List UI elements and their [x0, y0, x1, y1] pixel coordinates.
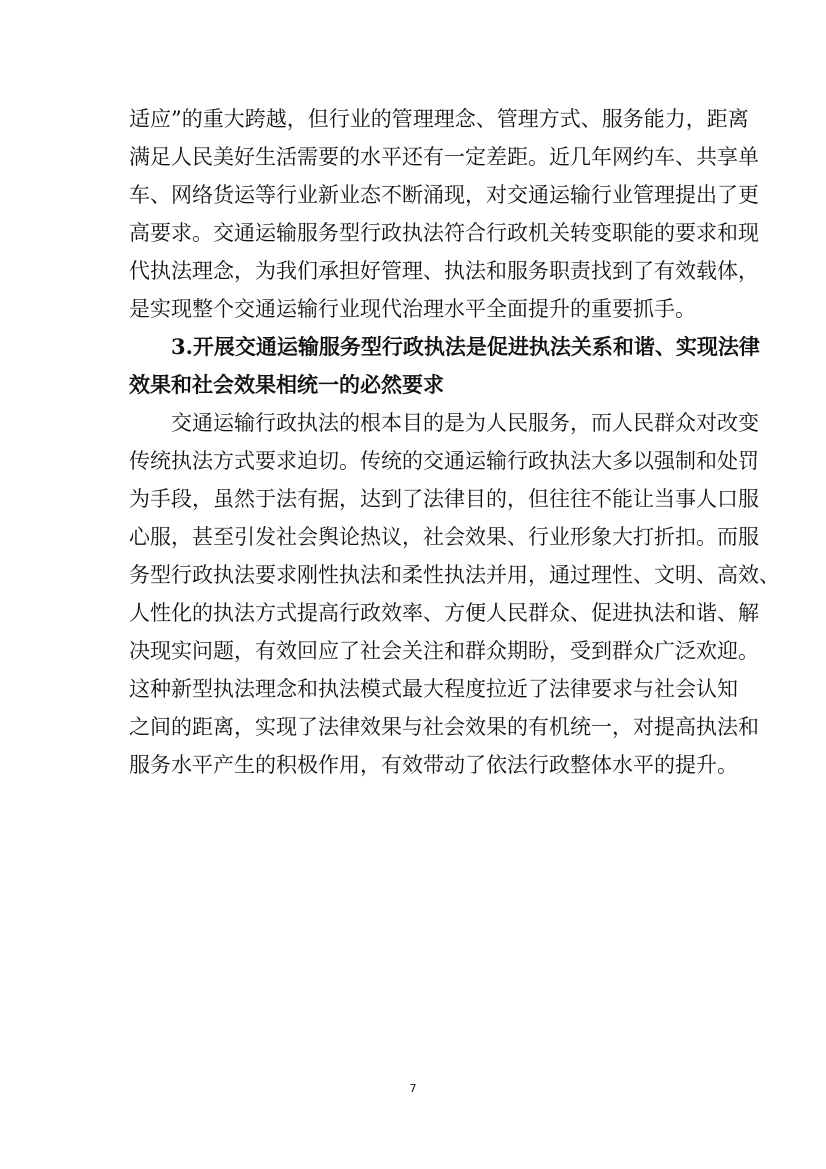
section-heading: 效果和社会效果相统一的必然要求 — [129, 372, 444, 397]
paragraph-line: 人性化的执法方式提高行政效率、方便人民群众、促进执法和谐、解 — [129, 601, 759, 625]
paragraph-line: 交通运输行政执法的根本目的是为人民服务，而人民群众对改变 — [171, 411, 759, 435]
paragraph-line: 为手段，虽然于法有据，达到了法律目的，但往往不能让当事人口服 — [129, 487, 759, 511]
paragraph-line: 决现实问题，有效回应了社会关注和群众期盼，受到群众广泛欢迎。 — [129, 639, 759, 663]
paragraph-line: 务型行政执法要求刚性执法和柔性执法并用，通过理性、文明、高效、 — [129, 563, 780, 587]
paragraph-line: 之间的距离，实现了法律效果与社会效果的有机统一，对提高执法和 — [129, 715, 759, 739]
paragraph-line: 是实现整个交通运输行业现代治理水平全面提升的重要抓手。 — [129, 297, 696, 321]
paragraph-line: 心服，甚至引发社会舆论热议，社会效果、行业形象大打折扣。而服 — [129, 525, 759, 549]
paragraph-line: 代执法理念，为我们承担好管理、执法和服务职责找到了有效载体， — [129, 259, 759, 283]
paragraph-line: 传统执法方式要求迫切。传统的交通运输行政执法大多以强制和处罚 — [129, 449, 759, 473]
paragraph-line: 高要求。交通运输服务型行政执法符合行政机关转变职能的要求和现 — [129, 221, 759, 245]
paragraph-line: 适应”的重大跨越，但行业的管理理念、管理方式、服务能力，距离 — [129, 107, 749, 131]
paragraph-line: 满足人民美好生活需要的水平还有一定差距。近几年网约车、共享单 — [129, 145, 759, 169]
section-heading: 3.开展交通运输服务型行政执法是促进执法关系和谐、实现法律 — [171, 334, 760, 359]
paragraph-line: 这种新型执法理念和执法模式最大程度拉近了法律要求与社会认知 — [129, 677, 738, 701]
page-number: 7 — [409, 1082, 417, 1095]
paragraph-line: 车、网络货运等行业新业态不断涌现，对交通运输行业管理提出了更 — [129, 183, 759, 207]
paragraph-line: 服务水平产生的积极作用，有效带动了依法行政整体水平的提升。 — [129, 753, 738, 777]
